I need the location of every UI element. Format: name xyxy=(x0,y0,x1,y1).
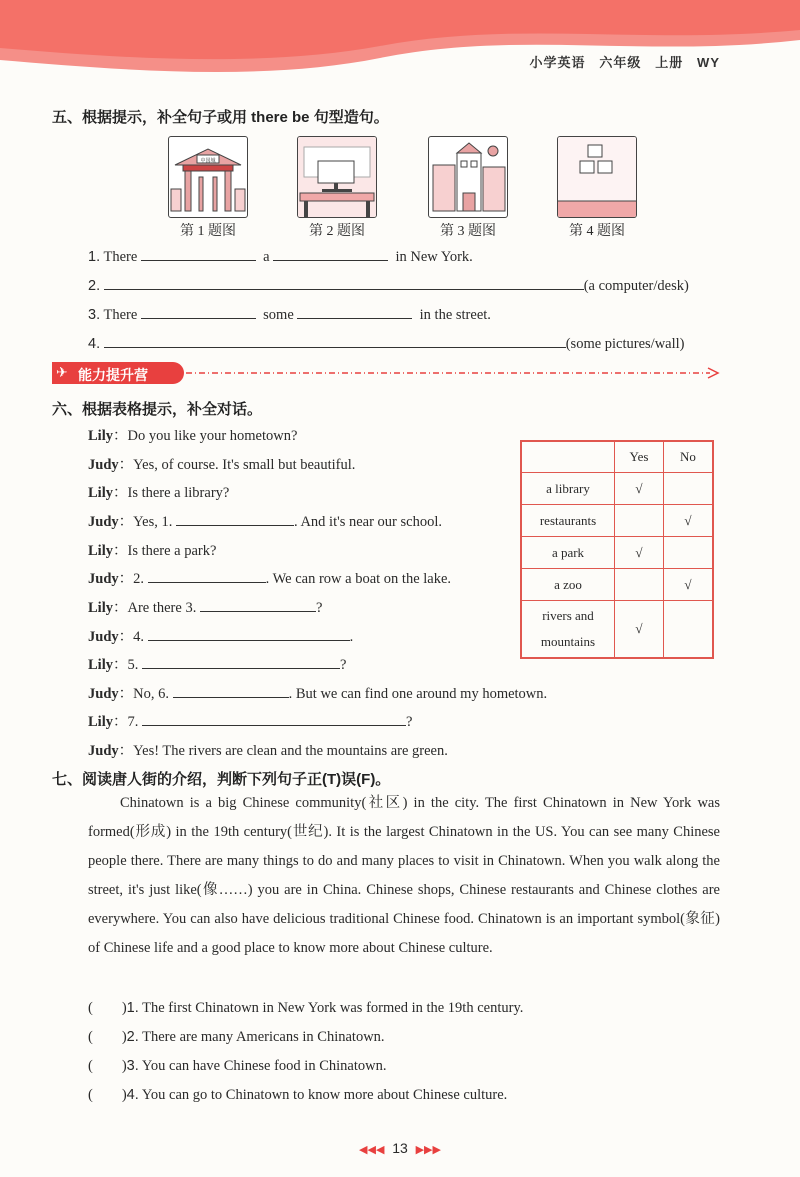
banner-label: 能力提升营 xyxy=(78,367,148,383)
figure-1-chinatown-gate xyxy=(168,136,248,218)
wall-pictures-icon xyxy=(558,137,636,217)
answer-paren[interactable]: ( ) xyxy=(88,1029,127,1045)
table-row: restaurants √ xyxy=(521,505,713,537)
dialog-line-6: Judy：2. . We can row a boat on the lake. xyxy=(88,567,451,588)
dialog-blank-2[interactable] xyxy=(148,568,266,583)
table-row: rivers and mountains √ xyxy=(521,601,713,659)
table-row: a library √ xyxy=(521,473,713,505)
table-header-yes: Yes xyxy=(615,441,664,473)
chinatown-gate-icon xyxy=(169,137,247,217)
computer-desk-icon xyxy=(298,137,376,217)
caption-1: 第 1 题图 xyxy=(180,224,236,239)
dialog-line-10: Judy：No, 6. . But we can find one around my hometown. xyxy=(88,682,547,703)
answer-paren[interactable]: ( ) xyxy=(88,1058,127,1074)
dialog-line-12: Judy：Yes! The rivers are clean and the mountains are green. xyxy=(88,743,448,759)
s5-question-1: 1. There a in New York. xyxy=(88,246,473,266)
dialog-blank-6[interactable] xyxy=(173,683,289,698)
s5-q2-blank[interactable] xyxy=(104,275,584,290)
sign-text: 中国城 xyxy=(200,159,216,164)
judge-question-1: ( )1. The first Chinatown in New York was formed in the 19th century. xyxy=(88,1000,524,1016)
page-number: 13 xyxy=(392,1140,408,1156)
answer-paren[interactable]: ( ) xyxy=(88,1087,127,1103)
dialog-line-3: Lily：Is there a library? xyxy=(88,485,230,501)
s5-question-3: 3. There some in the street. xyxy=(88,304,491,324)
dialog-line-4: Judy：Yes, 1. . And it's near our school. xyxy=(88,510,442,531)
s5-q3-blank-2[interactable] xyxy=(297,304,412,319)
check-mark: √ xyxy=(664,569,714,601)
page-footer xyxy=(0,1140,800,1156)
figure-2-computer-desk xyxy=(297,136,377,218)
s5-q1-blank-1[interactable] xyxy=(141,246,256,261)
dialog-line-7: Lily：Are there 3. ? xyxy=(88,596,322,617)
ability-banner xyxy=(52,362,184,384)
answer-paren[interactable]: ( ) xyxy=(88,1000,127,1016)
judge-question-4: ( )4. You can go to Chinatown to know more about Chinese culture. xyxy=(88,1087,508,1103)
dialog-line-11: Lily：7. ? xyxy=(88,710,412,731)
page-header xyxy=(0,0,800,90)
reading-passage: Chinatown is a big Chinese community(社区) in the city. The first Chinatown in New York was formed(形成) in the 19th century(世纪). It is the largest Chinatown in the US. You can see many Chinese people there. There are many things to do and many places to visit in Chinatown. When you walk along the street, it's just like(像……) you are in China. Chinese shops, Chinese restaurants and Chinese clothes are everywhere. You can also have delicious traditional Chinese food. Chinatown is an important symbol(象征) of Chinese life and a good place to know more about Chinese culture. xyxy=(88,795,720,956)
table-row: a zoo √ xyxy=(521,569,713,601)
s5-q4-blank[interactable] xyxy=(104,333,566,348)
dialog-blank-5[interactable] xyxy=(142,654,340,669)
table-row: a park √ xyxy=(521,537,713,569)
banner-dashed-line xyxy=(186,366,720,380)
header-subject: 小学英语 xyxy=(529,55,586,70)
banner-arrow-icon: ✈ xyxy=(56,364,68,380)
s5-q1-blank-2[interactable] xyxy=(273,246,388,261)
section6-title: 六、根据表格提示，补全对话。 xyxy=(52,401,263,418)
dialog-line-5: Lily：Is there a park? xyxy=(88,543,217,559)
dialog-line-1: Lily：Do you like your hometown? xyxy=(88,428,298,444)
s5-q3-blank-1[interactable] xyxy=(141,304,256,319)
dialog-blank-1[interactable] xyxy=(176,511,294,526)
header-wave xyxy=(0,0,800,90)
check-mark: √ xyxy=(615,537,664,569)
s5-question-2: 2. (a computer/desk) xyxy=(88,275,689,295)
header-volume: 上册 xyxy=(655,55,684,70)
header-edition: WY xyxy=(697,55,720,70)
dialog-blank-7[interactable] xyxy=(142,711,406,726)
next-arrows-icon: ▶▶▶ xyxy=(415,1144,441,1156)
table-header-no: No xyxy=(664,441,714,473)
table-header-row xyxy=(521,441,713,473)
check-mark: √ xyxy=(615,601,664,659)
header-info xyxy=(529,52,720,71)
hometown-table xyxy=(520,440,714,659)
caption-4: 第 4 题图 xyxy=(569,224,625,239)
section7-title: 七、阅读唐人街的介绍，判断下列句子正(T)误(F)。 xyxy=(52,771,391,788)
dialog-line-9: Lily：5. ? xyxy=(88,653,346,674)
check-mark: √ xyxy=(664,505,714,537)
street-shops-icon xyxy=(429,137,507,217)
judge-question-3: ( )3. You can have Chinese food in Chinatown. xyxy=(88,1058,387,1074)
s5-question-4: 4. (some pictures/wall) xyxy=(88,333,685,353)
caption-3: 第 3 题图 xyxy=(440,224,496,239)
dialog-line-8: Judy：4. . xyxy=(88,625,353,646)
dialog-blank-3[interactable] xyxy=(200,597,316,612)
header-grade: 六年级 xyxy=(599,55,642,70)
check-mark: √ xyxy=(615,473,664,505)
judge-question-2: ( )2. There are many Americans in Chinatown. xyxy=(88,1029,385,1045)
table-corner xyxy=(521,441,615,473)
prev-arrows-icon: ◀◀◀ xyxy=(359,1144,385,1156)
figure-3-street-shops xyxy=(428,136,508,218)
section5-title: 五、根据提示，补全句子或用 there be 句型造句。 xyxy=(52,109,389,126)
caption-2: 第 2 题图 xyxy=(309,224,365,239)
figure-4-wall-pictures xyxy=(557,136,637,218)
dialog-blank-4[interactable] xyxy=(148,626,350,641)
dialog-line-2: Judy：Yes, of course. It's small but beautiful. xyxy=(88,457,356,473)
